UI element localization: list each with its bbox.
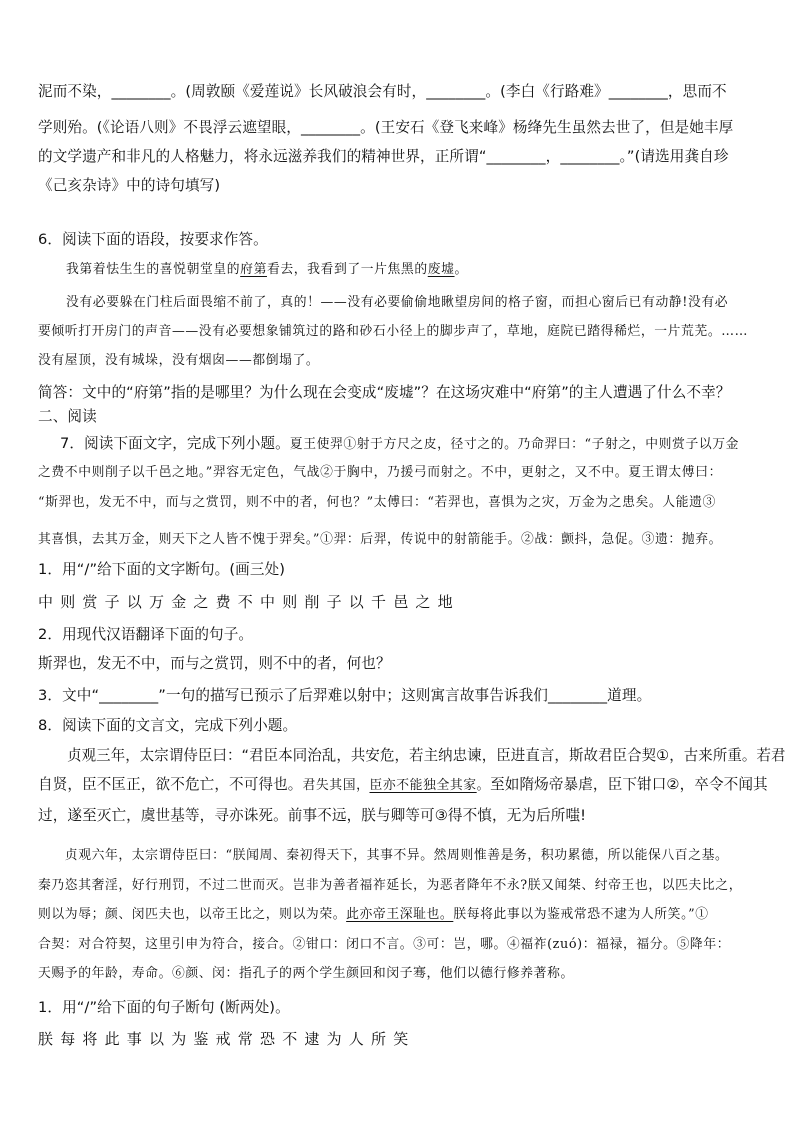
q7-passage-line-2: 之费不中则削子以千邑之地。”羿容无定色，气战②于胸中，乃援弓而射之。不中，更射之，又不中。夏王谓太傅曰：: [38, 465, 722, 480]
q6-text: 我第着怯生生的喜悦朝堂皇的: [66, 262, 241, 277]
q8-para1-line-3: 过，遂至灭亡，虞世基等，寻亦诛死。前事不远，朕与卿等可③得不慎，无为后所嗤!: [38, 807, 587, 824]
q8-para1-line-1: 贞观三年，太宗谓侍臣曰：“君臣本同治乱，共安危，若主纳忠谏，臣进直言，斯故君臣合契①，古来所重。若君: [38, 747, 786, 764]
q6-question: 简答：文中的“府第”指的是哪里？为什么现在会变成“废墟”？在这场灾难中“府第”的主人遭遇了什么不幸？: [38, 384, 731, 401]
underlined-sentence: 此亦帝王深耻也。: [346, 907, 454, 922]
q7-sub3-question: 3．文中“________”一句的描写已预示了后羿难以射中；这则寓言故事告诉我们________道理。: [38, 687, 652, 704]
q7-line-1: [60, 434, 739, 455]
underlined-feixu: 废墟: [427, 262, 455, 277]
q8-para2-line-2: 秦乃恣其奢淫，好行刑罚，不过二世而灭。岂非为善者福祚延长，为恶者降年不永?朕又闻桀、纣帝王也，以匹夫比之，: [38, 878, 743, 893]
q5-line-2: 学则殆。(《论语八则》不畏浮云遮望眼，________。(王安石《登飞来峰》杨绛先生虽然去世了，但是她丰厚: [38, 119, 734, 136]
q8-notes-line-2: 天赐予的年龄，寿命。⑥颜、闵：指孔子的两个学生颜回和闵子骞，他们以德行修养著称。: [38, 966, 574, 981]
q8-text: 朕每将此事以为鉴戒常恐不逮为人所笑。”①: [453, 907, 709, 922]
q6-passage-line-3: 要倾听打开房门的声音——没有必要想象铺筑过的路和砂石小径上的脚步声了，草地，庭院已踏得稀烂，一片荒芜。……: [38, 324, 749, 339]
q7-sub1-question: 1．用“/”给下面的文字断句。(画三处): [38, 561, 286, 578]
q8-text: 自贤，臣不匡正，欲不危亡，不可得也。: [38, 776, 303, 793]
q8-kai-text: 。: [476, 778, 491, 793]
q6-heading: 6．阅读下面的语段，按要求作答。: [38, 231, 268, 248]
q6-passage-line-2: 没有必要躲在门柱后面畏缩不前了，真的！——没有必要偷偷地瞅望房间的格子窗，而担心窗后已有动静!没有必: [66, 295, 729, 310]
q8-para2-line-1: 贞观六年，太宗谓侍臣曰：“朕闻周、秦初得天下，其事不异。然周则惟善是务，积功累德，所以能保八百之基。: [38, 848, 729, 863]
q8-para1-line-2: [38, 775, 768, 796]
q8-para2-line-3: [38, 905, 709, 925]
q6-text: 。: [454, 262, 468, 277]
q8-sub1-text: 朕每将此事以为鉴戒常恐不逮为人所笑: [38, 1030, 416, 1048]
q8-notes-line-1: 合契：对合符契，这里引申为符合，接合。②钳口：闭口不言。③可：岂，哪。④福祚(zuó)：福禄，福分。⑤降年：: [38, 937, 731, 952]
q8-kai-text: 君失其国，: [302, 778, 370, 793]
q7-heading: 7．阅读下面文字，完成下列小题。: [60, 435, 290, 452]
q7-sub2-text: 斯羿也，发无不中，而与之赏罚，则不中的者，何也？: [38, 655, 391, 672]
q8-text: 则以为辱；颜、闵匹夫也，以帝王比之，则以为荣。: [38, 907, 347, 922]
underlined-sentence: 臣亦不能独全其家: [369, 778, 477, 793]
q8-sub1-question: 1．用“/”给下面的句子断句 (断两处)。: [38, 999, 290, 1016]
q5-line-3: 的文学遗产和非凡的人格魅力，将永远滋养我们的精神世界，正所谓“________，________。”(请选用龚自珍: [38, 148, 729, 165]
q7-passage-line-4: 其喜惧，去其万金，则天下之人皆不愧于羿矣。”①羿：后羿，传说中的射箭能手。②战：颤抖，急促。③遗：抛弃。: [38, 532, 722, 547]
q7-passage-start: 夏王使羿①射于方尺之皮，径寸之的。乃命羿曰：“子射之，中则赏子以万金: [289, 437, 740, 452]
q8-heading: 8．阅读下面的文言文，完成下列小题。: [38, 717, 298, 734]
q6-text: 看去，我看到了一片焦黑的: [266, 262, 428, 277]
underlined-fudi: 府第: [240, 262, 267, 277]
q6-passage-line-1: [66, 260, 468, 280]
q7-passage-line-3: “斯羿也，发无不中，而与之赏罚，则不中的者，何也？”太傅曰：“若羿也，喜惧为之灾，万金为之患矣。人能遗③: [38, 495, 716, 510]
q7-sub1-text: 中则赏子以万金之费不中则削子以千邑之地: [38, 593, 460, 611]
q5-line-4: 《己亥杂诗》中的诗句填写): [38, 177, 221, 194]
q5-line-1: 泥而不染，________。(周敦颐《爱莲说》长风破浪会有时，________。(李白《行路难》________，思而不: [38, 83, 727, 100]
q7-sub2-question: 2．用现代汉语翻译下面的句子。: [38, 626, 254, 643]
section-2-heading: 二、阅读: [38, 408, 97, 425]
q8-text: 至如隋炀帝暴虐，臣下钳口②，卒令不闻其: [490, 776, 768, 793]
q6-passage-line-4: 没有屋顶，没有城垛，没有烟囱——都倒塌了。: [38, 353, 320, 368]
